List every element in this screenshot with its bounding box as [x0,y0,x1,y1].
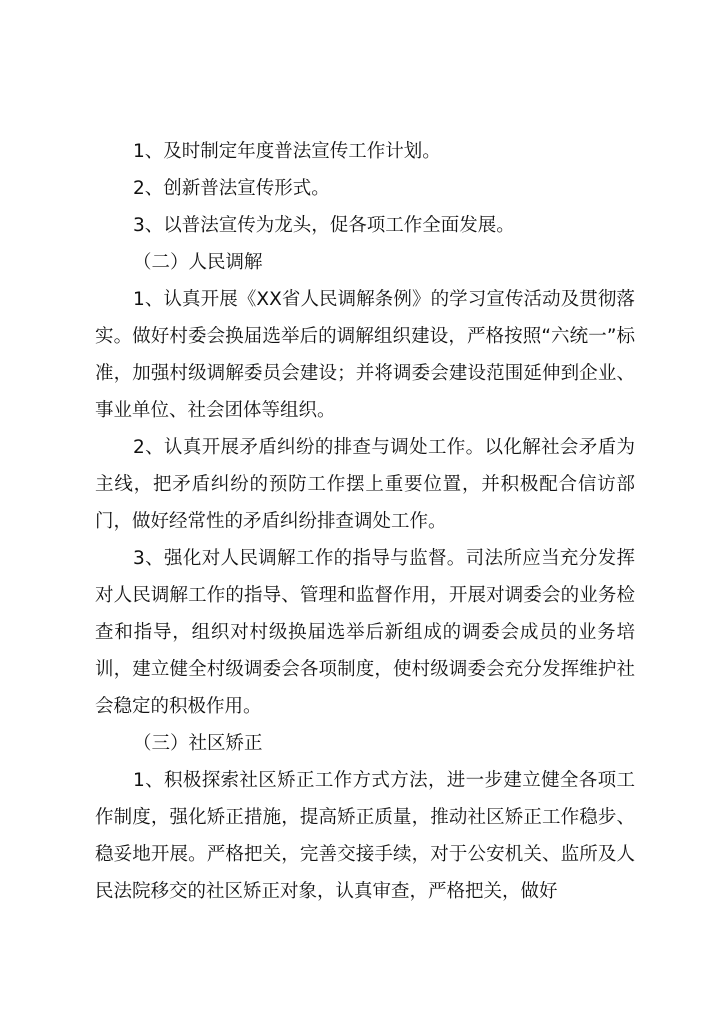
section-heading-correction: （三）社区矫正 [133,733,263,754]
paragraph-mediation-1: 1、认真开展《XX省人民调解条例》的学习宣传活动及贯彻落实。做好村委会换届选举后的调解组织建设，严格按照“六统一”标准，加强村级调解委员会建设；并将调委会建设范围延伸到企业、事业单位、社会团体等组织。 [95,289,635,421]
section-heading-mediation: （二）人民调解 [133,252,263,273]
list-item-lead: 3、以普法宣传为龙头，促各项工作全面发展。 [133,215,515,236]
document-body [95,133,635,910]
paragraph-mediation-3: 3、强化对人民调解工作的指导与监督。司法所应当充分发挥对人民调解工作的指导、管理和监督作用，开展对调委会的业务检查和指导，组织对村级换届选举后新组成的调委会成员的业务培训，建立健全村级调委会各项制度，使村级调委会充分发挥维护社会稳定的积极作用。 [95,548,635,717]
list-item-plan: 1、及时制定年度普法宣传工作计划。 [133,141,441,162]
list-item-innovate: 2、创新普法宣传形式。 [133,178,330,199]
paragraph-correction-1: 1、积极探索社区矫正工作方式方法，进一步建立健全各项工作制度，强化矫正措施，提高矫正质量，推动社区矫正工作稳步、稳妥地开展。严格把关，完善交接手续，对于公安机关、监所及人民法院移交的社区矫正对象，认真审查，严格把关，做好 [95,770,635,902]
paragraph-mediation-2: 2、认真开展矛盾纠纷的排查与调处工作。以化解社会矛盾为主线，把矛盾纠纷的预防工作摆上重要位置，并积极配合信访部门，做好经常性的矛盾纠纷排查调处工作。 [95,437,635,532]
